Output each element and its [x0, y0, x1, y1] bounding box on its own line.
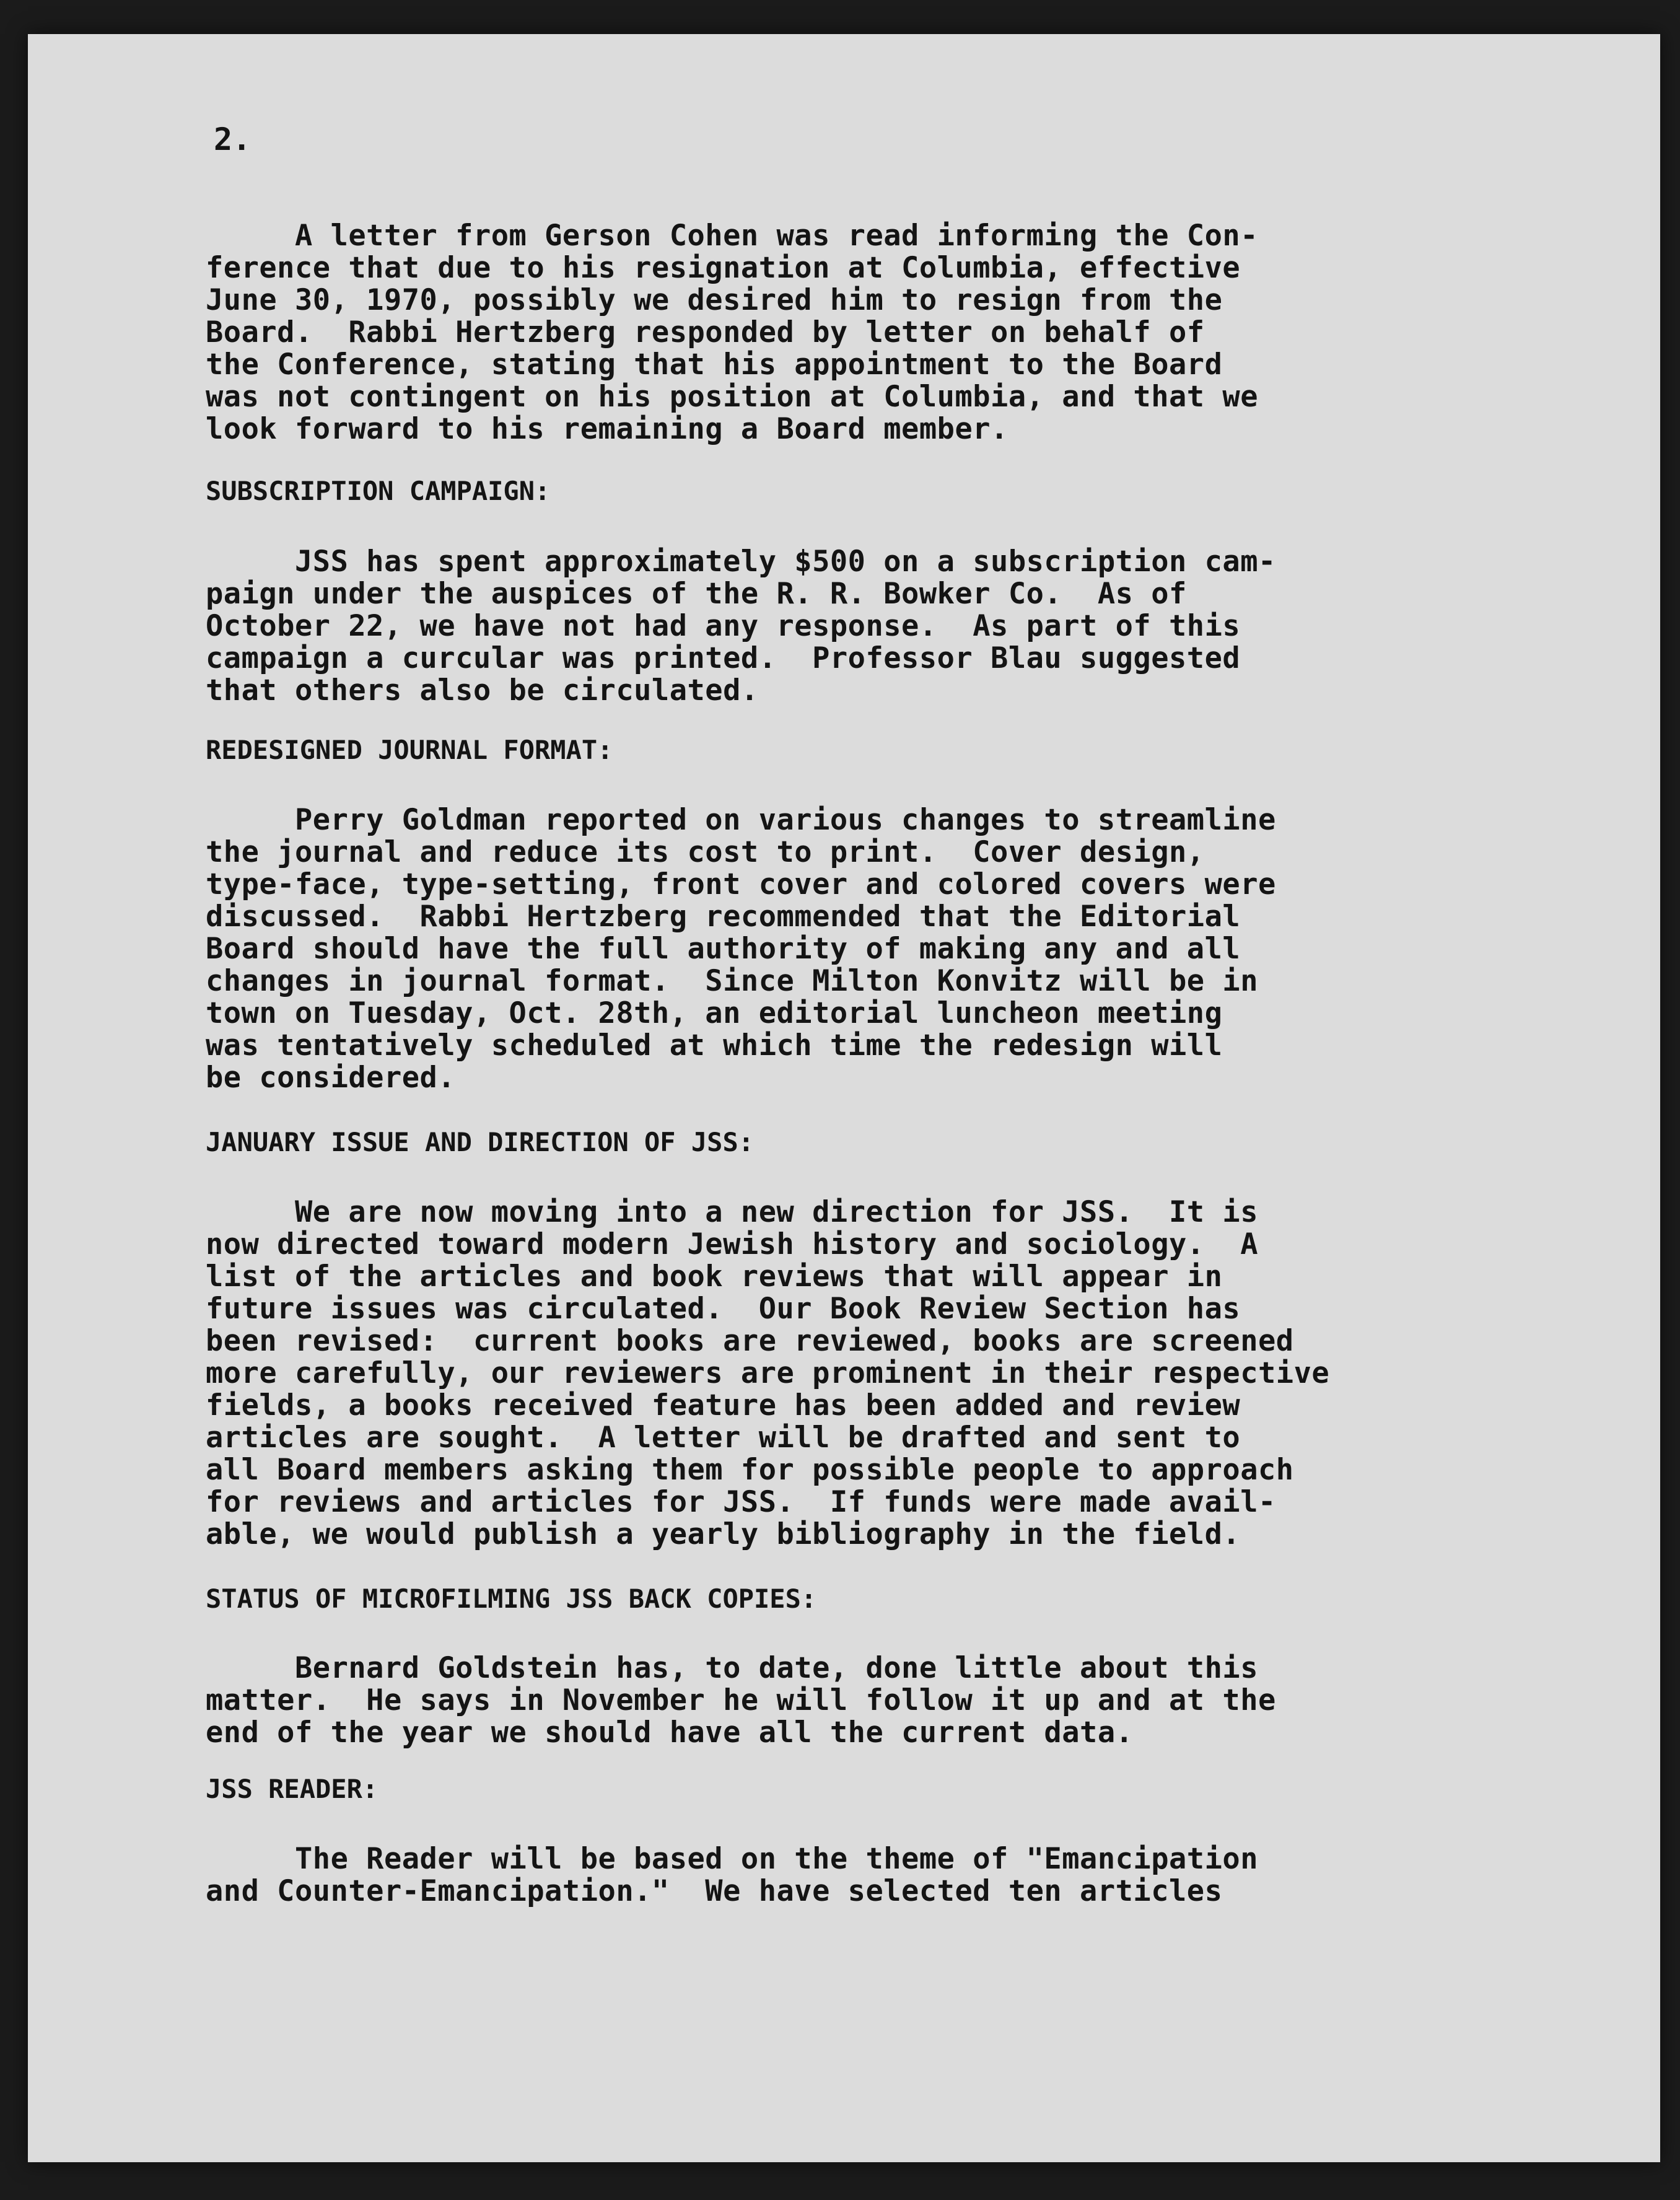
- text-line: that others also be circulated.: [206, 673, 759, 708]
- redesigned-format-paragraph: [206, 804, 1276, 1094]
- text-line: campaign a curcular was printed. Professor Blau suggested: [206, 641, 1241, 675]
- text-line: discussed. Rabbi Hertzberg recommended that the Editorial: [206, 900, 1241, 934]
- text-line: Board should have the full authority of making any and all: [206, 932, 1241, 966]
- microfilming-heading: STATUS OF MICROFILMING JSS BACK COPIES:: [206, 1584, 817, 1614]
- text-line: matter. He says in November he will follow it up and at the: [206, 1683, 1276, 1717]
- january-issue-heading: JANUARY ISSUE AND DIRECTION OF JSS:: [206, 1127, 755, 1157]
- jss-reader-heading: JSS READER:: [206, 1774, 378, 1804]
- text-line: list of the articles and book reviews that will appear in: [206, 1260, 1223, 1294]
- text-line: been revised: current books are reviewed, books are screened: [206, 1324, 1294, 1358]
- text-line: the journal and reduce its cost to print. Cover design,: [206, 835, 1205, 869]
- intro-paragraph: [206, 220, 1258, 445]
- text-line: for reviews and articles for JSS. If funds were made avail-: [206, 1485, 1276, 1519]
- text-line: ference that due to his resignation at Columbia, effective: [206, 251, 1241, 285]
- text-line: paign under the auspices of the R. R. Bowker Co. As of: [206, 577, 1187, 611]
- text-line: fields, a books received feature has been added and review: [206, 1388, 1241, 1422]
- subscription-campaign-heading: SUBSCRIPTION CAMPAIGN:: [206, 476, 551, 506]
- text-line: the Conference, stating that his appointment to the Board: [206, 348, 1223, 382]
- text-line: be considered.: [206, 1061, 456, 1095]
- january-issue-paragraph: [206, 1196, 1329, 1551]
- text-line: We are now moving into a new direction for JSS. It is: [206, 1195, 1258, 1229]
- text-line: more carefully, our reviewers are prominent in their respective: [206, 1356, 1330, 1390]
- text-line: changes in journal format. Since Milton Konvitz will be in: [206, 964, 1258, 998]
- text-line: future issues was circulated. Our Book Review Section has: [206, 1292, 1241, 1326]
- text-line: June 30, 1970, possibly we desired him to resign from the: [206, 283, 1223, 317]
- subscription-campaign-paragraph: [206, 546, 1276, 707]
- text-line: now directed toward modern Jewish history and sociology. A: [206, 1227, 1258, 1261]
- text-line: end of the year we should have all the current data.: [206, 1716, 1134, 1750]
- redesigned-format-heading: REDESIGNED JOURNAL FORMAT:: [206, 735, 613, 765]
- text-line: October 22, we have not had any response. As part of this: [206, 609, 1241, 643]
- text-line: look forward to his remaining a Board member.: [206, 412, 1008, 446]
- text-line: Board. Rabbi Hertzberg responded by letter on behalf of: [206, 315, 1205, 349]
- text-line: town on Tuesday, Oct. 28th, an editorial luncheon meeting: [206, 996, 1223, 1030]
- microfilming-paragraph: [206, 1652, 1276, 1749]
- text-line: was tentatively scheduled at which time the redesign will: [206, 1028, 1223, 1063]
- text-line: JSS has spent approximately $500 on a subscription cam-: [206, 545, 1276, 579]
- jss-reader-paragraph: [206, 1843, 1258, 1908]
- page-number: 2.: [214, 121, 252, 157]
- text-line: able, we would publish a yearly bibliography in the field.: [206, 1517, 1241, 1551]
- text-line: Bernard Goldstein has, to date, done little about this: [206, 1651, 1258, 1685]
- text-line: type-face, type-setting, front cover and colored covers were: [206, 867, 1276, 901]
- text-line: and Counter-Emancipation." We have selected ten articles: [206, 1874, 1223, 1908]
- text-line: The Reader will be based on the theme of "Emancipation: [206, 1842, 1258, 1876]
- text-line: all Board members asking them for possible people to approach: [206, 1453, 1294, 1487]
- document-page: [28, 34, 1660, 2162]
- text-line: articles are sought. A letter will be drafted and sent to: [206, 1421, 1241, 1455]
- text-line: A letter from Gerson Cohen was read informing the Con-: [206, 219, 1258, 253]
- text-line: was not contingent on his position at Columbia, and that we: [206, 380, 1258, 414]
- text-line: Perry Goldman reported on various changes to streamline: [206, 803, 1276, 837]
